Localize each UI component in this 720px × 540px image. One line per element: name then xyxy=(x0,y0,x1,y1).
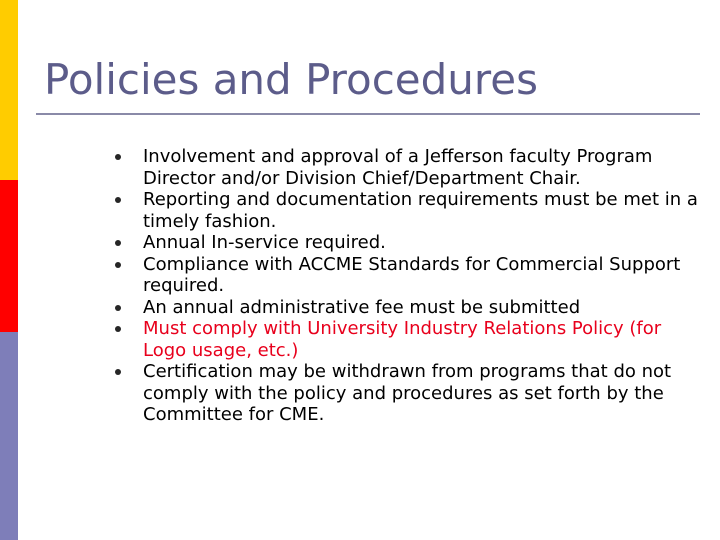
bullet-dot-icon xyxy=(115,369,121,375)
bullet-text: Must comply with University Industry Relations Policy (for Logo usage, etc.) xyxy=(143,318,662,361)
bullet-item xyxy=(114,189,700,232)
bullet-text: Certification may be withdrawn from programs that do not comply with the policy and procedures as set forth by the Committee for CME. xyxy=(143,361,672,425)
side-color-bar xyxy=(0,0,18,540)
bullet-text: Reporting and documentation requirements must be met in a timely fashion. xyxy=(143,189,698,232)
bullet-dot-icon xyxy=(115,326,121,332)
bullet-dot-icon xyxy=(115,262,121,268)
bullet-text: Annual In-service required. xyxy=(143,232,386,253)
bullet-item xyxy=(114,232,700,254)
bullet-text: Involvement and approval of a Jefferson faculty Program Director and/or Division Chief/Department Chair. xyxy=(143,146,653,189)
bullet-text: An annual administrative fee must be submitted xyxy=(143,296,581,318)
bullet-dot-icon xyxy=(115,154,121,160)
bullet-dot-icon xyxy=(115,197,121,203)
bullet-dot-icon xyxy=(115,305,121,311)
bullet-item xyxy=(114,254,700,297)
bullet-item xyxy=(114,297,700,319)
bullet-text: Compliance with ACCME Standards for Commercial Support required. xyxy=(143,253,681,296)
bullet-item xyxy=(114,361,700,426)
slide-title: Policies and Procedures xyxy=(44,55,538,104)
bullet-list xyxy=(114,146,700,426)
title-underline xyxy=(36,113,700,115)
bullet-item xyxy=(114,146,700,189)
bullet-dot-icon xyxy=(115,240,121,246)
side-bar-yellow-segment xyxy=(0,0,18,180)
side-bar-red-segment xyxy=(0,180,18,332)
side-bar-purple-segment xyxy=(0,332,18,540)
bullet-item-highlighted xyxy=(114,318,700,361)
